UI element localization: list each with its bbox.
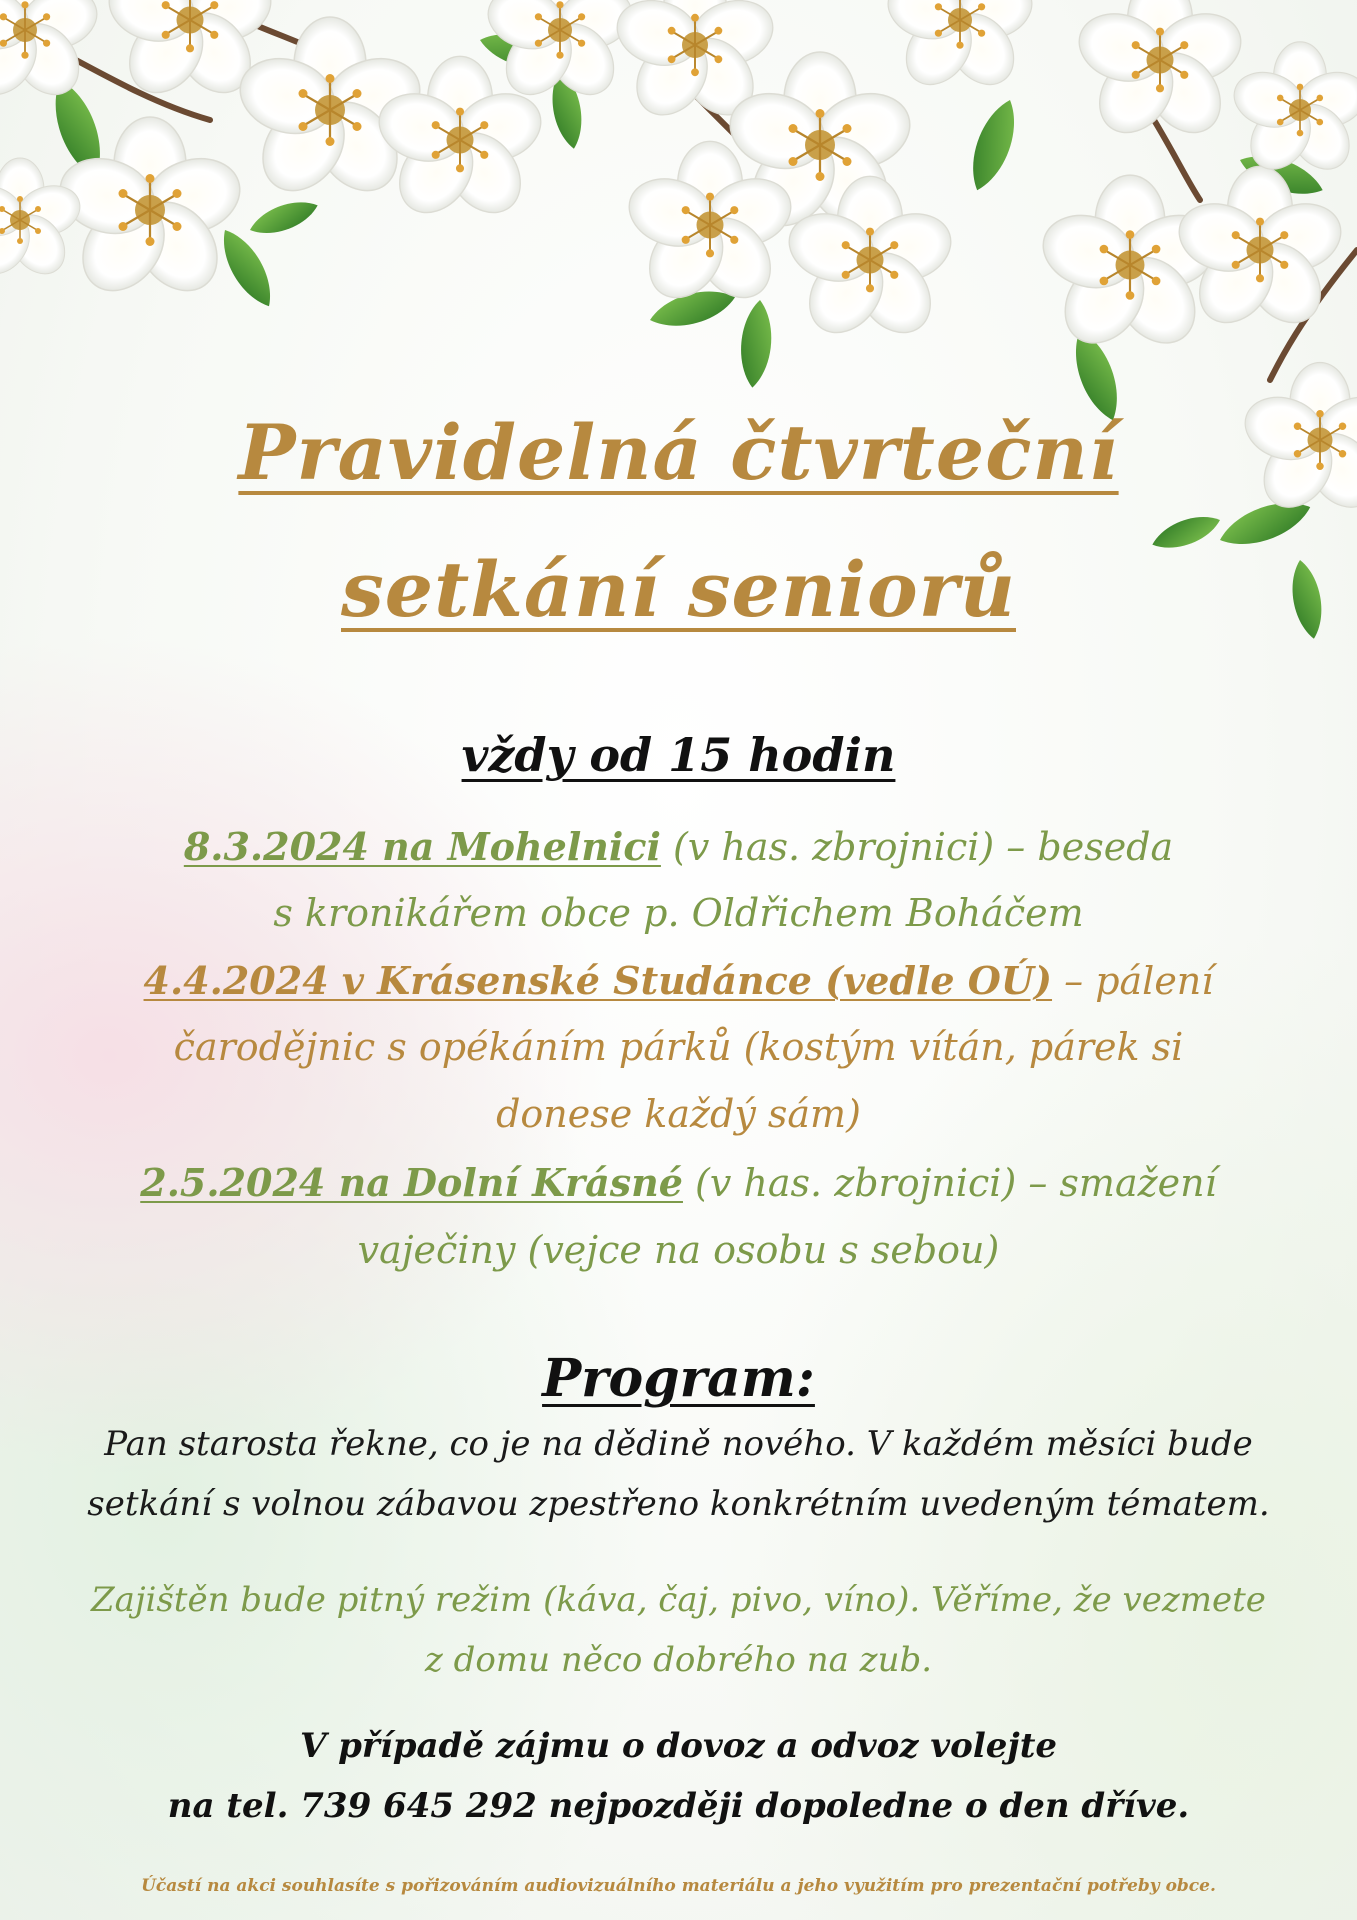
contact-line-2: na tel. 739 645 292 nejpozději dopoledne o den dříve. xyxy=(167,1786,1190,1826)
contact-line-1: V případě zájmu o dovoz a odvoz volejte xyxy=(299,1726,1058,1766)
event-3-date-place: 2.5.2024 na Dolní Krásné xyxy=(140,1160,683,1205)
title-line-2: setkání seniorů xyxy=(341,545,1016,634)
event-1-date-place: 8.3.2024 na Mohelnici xyxy=(183,824,661,869)
event-2-line-2: čarodějnic s opékáním párků (kostým vítán, párek si xyxy=(173,1025,1184,1069)
program-text-line-2: setkání s volnou zábavou zpestřeno konkrétním uvedeným tématem. xyxy=(87,1484,1270,1524)
event-2-line-1 xyxy=(0,958,1357,1003)
program-text-line-1: Pan starosta řekne, co je na dědině nového. V každém měsíci bude xyxy=(104,1424,1253,1464)
event-3-line-1 xyxy=(0,1160,1357,1205)
title-line-1: Pravidelná čtvrteční xyxy=(238,408,1119,497)
event-2-line-3: donese každý sám) xyxy=(496,1092,861,1136)
event-3-line-2: vaječiny (vejce na osobu s sebou) xyxy=(357,1228,1000,1272)
event-2-date-place: 4.4.2024 v Krásenské Studánce (vedle OÚ) xyxy=(143,958,1053,1003)
event-1-line-2: s kronikářem obce p. Oldřichem Boháčem xyxy=(273,891,1084,935)
program-heading: Program: xyxy=(542,1348,815,1409)
event-1-line-1 xyxy=(0,824,1357,869)
consent-footer: Účastí na akci souhlasíte s pořizováním audiovizuálního materiálu a jeho využitím pro prezentační potřeby obce. xyxy=(141,1876,1216,1896)
refreshments-line-1: Zajištěn bude pitný režim (káva, čaj, pivo, víno). Věříme, že vezmete xyxy=(91,1580,1266,1620)
event-2-detail: – pálení xyxy=(1052,959,1214,1003)
refreshments-line-2: z domu něco dobrého na zub. xyxy=(424,1640,933,1680)
time-subtitle: vždy od 15 hodin xyxy=(461,728,896,782)
event-1-detail: (v has. zbrojnici) – beseda xyxy=(660,825,1174,869)
event-3-detail: (v has. zbrojnici) – smažení xyxy=(682,1161,1217,1205)
